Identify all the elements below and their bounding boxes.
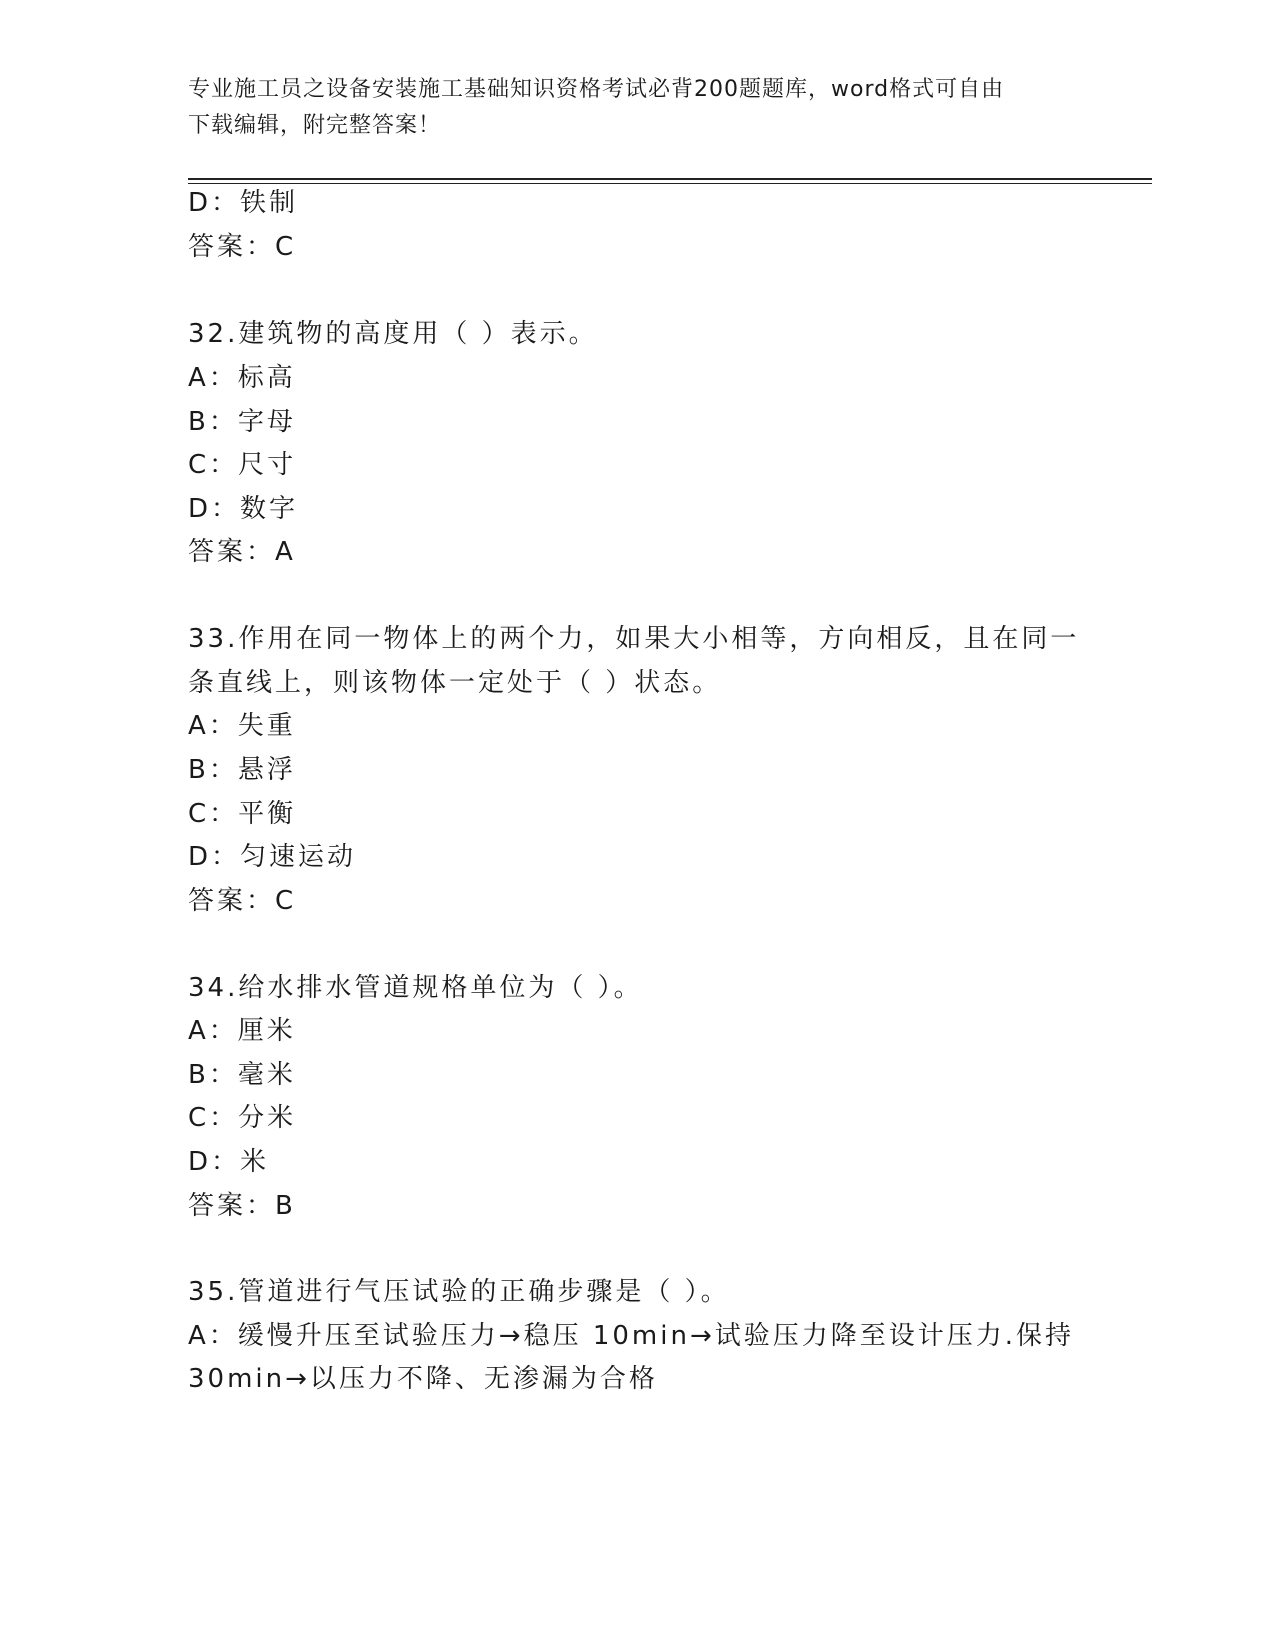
prev-answer: 答案：C xyxy=(188,232,297,262)
header-line-1: 专业施工员之设备安装施工基础知识资格考试必背200题题库，word格式可自由 xyxy=(188,77,1005,102)
q33-option-c: C：平衡 xyxy=(188,799,297,829)
q35-option-a-line-2: 30min→以压力不降、无渗漏为合格 xyxy=(188,1364,658,1394)
q33-option-d: D：匀速运动 xyxy=(188,842,357,872)
q33-stem-line-1: 33.作用在同一物体上的两个力，如果大小相等，方向相反，且在同一 xyxy=(188,624,1080,654)
q34-option-c: C：分米 xyxy=(188,1103,297,1133)
q33-option-b: B：悬浮 xyxy=(188,755,296,785)
header-rule-thick xyxy=(188,178,1152,180)
q33-answer: 答案：C xyxy=(188,886,297,916)
document-header xyxy=(188,72,1088,144)
q34-option-b: B：毫米 xyxy=(188,1060,296,1090)
prev-option-d: D：铁制 xyxy=(188,188,299,218)
q34-option-a: A：厘米 xyxy=(188,1016,296,1046)
q32-answer: 答案：A xyxy=(188,537,296,567)
q33-stem-line-2: 条直线上，则该物体一定处于（ ）状态。 xyxy=(188,668,722,698)
q32-option-b: B：字母 xyxy=(188,407,296,437)
header-rule-thin xyxy=(188,183,1152,184)
q32-option-a: A：标高 xyxy=(188,363,296,393)
q33-option-a: A：失重 xyxy=(188,711,296,741)
q34-stem: 34.给水排水管道规格单位为（ ）。 xyxy=(188,973,643,1003)
q34-option-d: D：米 xyxy=(188,1147,270,1177)
q32-option-d: D：数字 xyxy=(188,494,299,524)
q35-option-a-line-1: A：缓慢升压至试验压力→稳压 10min→试验压力降至设计压力.保持 xyxy=(188,1321,1074,1351)
q35-stem: 35.管道进行气压试验的正确步骤是（ ）。 xyxy=(188,1277,730,1307)
q34-answer: 答案：B xyxy=(188,1191,296,1221)
q32-option-c: C：尺寸 xyxy=(188,450,297,480)
q32-stem: 32.建筑物的高度用（ ）表示。 xyxy=(188,319,598,349)
header-line-2: 下载编辑，附完整答案！ xyxy=(188,113,442,138)
